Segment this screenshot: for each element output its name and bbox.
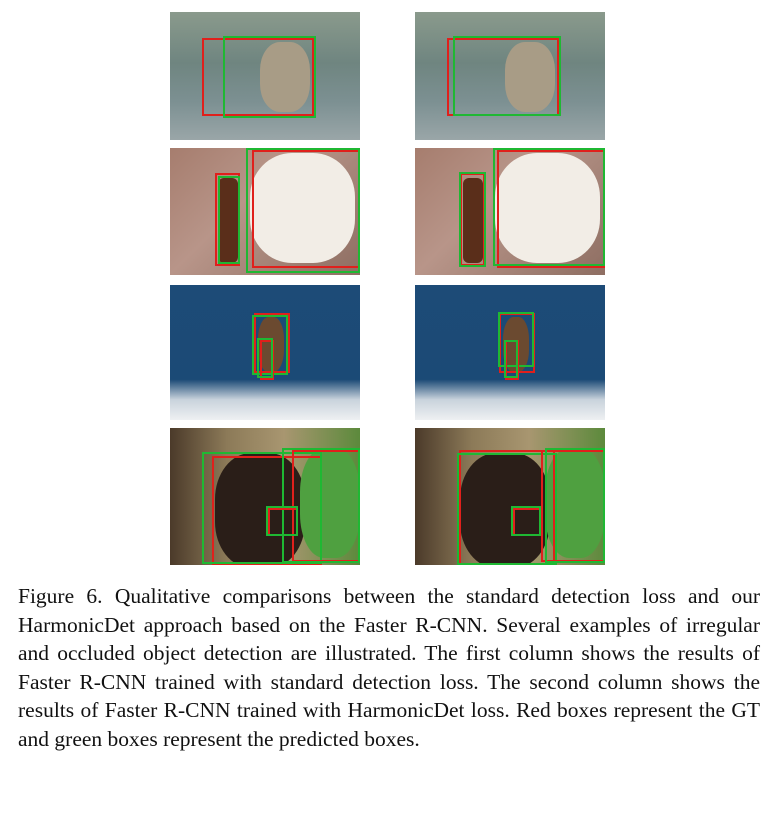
dog-harmonicdet-image bbox=[415, 148, 605, 275]
predicted-box bbox=[257, 338, 273, 378]
people-standard-image bbox=[170, 428, 360, 565]
predicted-box bbox=[453, 36, 561, 116]
figure-caption: Figure 6. Qualitative comparisons between the standard detection loss and our HarmonicDet approach based on the Faster R-CNN. Several examples of irregular and occluded object detection are illustrated. The first column shows the results of Faster R-CNN trained with standard detection loss. The second column shows the results of Faster R-CNN trained with HarmonicDet loss. Red boxes represent the GT and green boxes represent the predicted boxes. bbox=[18, 584, 760, 751]
predicted-box bbox=[504, 340, 518, 378]
duck-harmonicdet-image bbox=[415, 12, 605, 140]
duck-standard-image bbox=[170, 12, 360, 140]
predicted-box bbox=[223, 36, 316, 118]
people-harmonicdet-image bbox=[415, 428, 605, 565]
predicted-box bbox=[218, 176, 240, 264]
snowboarder-standard-image bbox=[170, 285, 360, 420]
predicted-box bbox=[246, 148, 360, 273]
predicted-box bbox=[545, 448, 605, 563]
predicted-box bbox=[511, 506, 541, 536]
predicted-box bbox=[459, 172, 486, 267]
predicted-box bbox=[493, 148, 605, 266]
dog-standard-image bbox=[170, 148, 360, 275]
snowboarder-harmonicdet-image bbox=[415, 285, 605, 420]
predicted-box bbox=[266, 506, 298, 536]
